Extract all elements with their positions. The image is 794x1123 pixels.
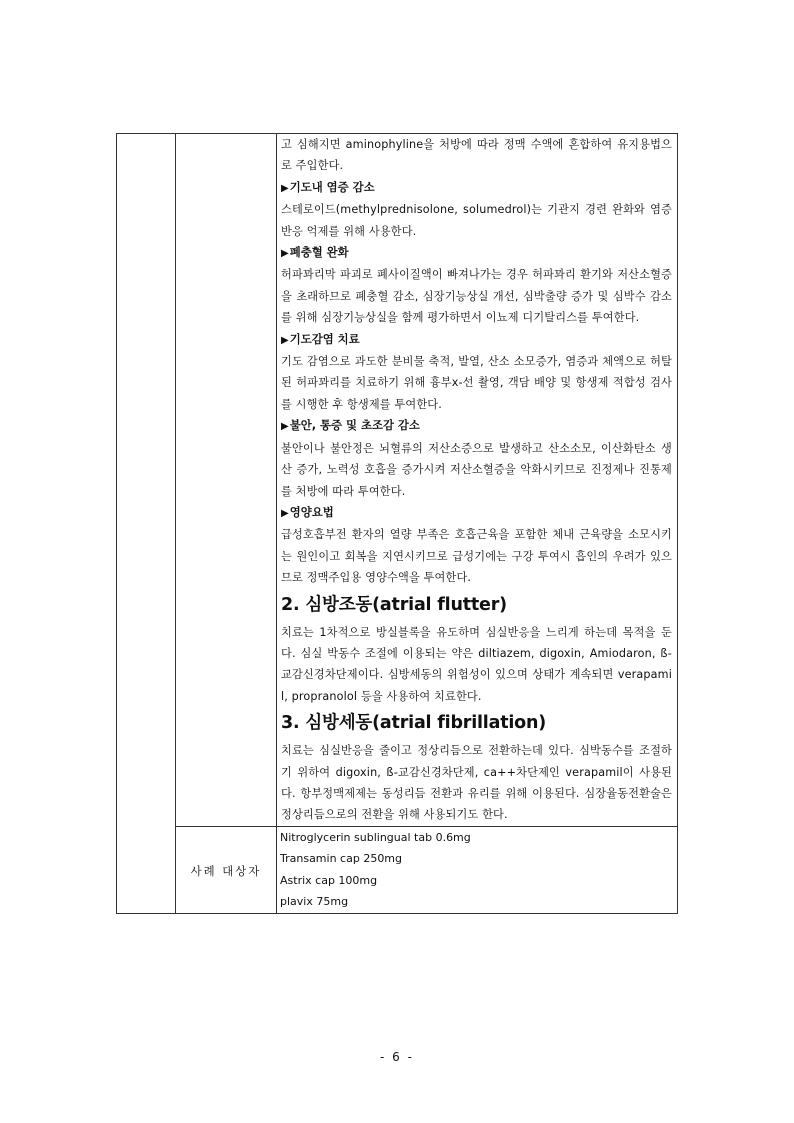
pulmonary-congestion-paragraph: 허파꽈리막 파괴로 폐사이질액이 빠져나가는 경우 허파꽈리 환기와 저산소혈증을 초래하므로 폐충혈 감소, 심장기능상실 개선, 심박출량 증가 및 심박수 감소를 위해 심장기능상실을 함께 평가하면서 이뇨제 디기탈리스를 투여한다.: [281, 268, 672, 325]
case-label-cell: [176, 826, 277, 913]
pulmonary-congestion-heading: ▶폐충혈 완화: [281, 245, 349, 260]
triangle-bullet-icon: ▶: [281, 334, 289, 346]
atrial-flutter-heading: 2. 심방조동(atrial flutter): [281, 594, 507, 615]
atrial-fibrillation-heading: 3. 심방세동(atrial fibrillation): [281, 713, 547, 734]
medication-item: Nitroglycerin sublingual tab 0.6mg: [280, 830, 471, 844]
airway-infection-heading: ▶기도감염 치료: [281, 331, 360, 346]
airway-infection-paragraph: 기도 감염으로 과도한 분비물 축적, 발열, 산소 소모증가, 염증과 체액으로 허탈된 허파꽈리를 치료하기 위해 흉부x-선 촬영, 객담 배양 및 항생제 적합성 검사를 시행한 후 항생제를 투여한다.: [281, 355, 672, 411]
medication-list-cell: [277, 826, 678, 913]
anxiety-paragraph: 불안이나 불안정은 뇌혈류의 저산소증으로 발생하고 산소소모, 이산화탄소 생산 증가, 노력성 호흡을 증가시켜 저산소혈증을 악화시키므로 진정제나 진통제를 처방에 따라 투여한다.: [281, 441, 672, 498]
case-label: 사례 대상자: [190, 864, 262, 879]
triangle-bullet-icon: ▶: [281, 421, 289, 433]
triangle-bullet-icon: ▶: [281, 248, 289, 260]
nutrition-paragraph: 급성호흡부전 환자의 열량 부족은 호흡근육을 포함한 체내 근육량을 소모시키는 원인이고 회복을 지연시키므로 급성기에는 구강 투여시 흡인의 우려가 있으므로 정맥주입용 영양수액을 투여한다.: [281, 528, 672, 585]
content-table: [116, 133, 678, 914]
intro-paragraph: 고 심해지면 aminophyline을 처방에 따라 정맥 수액에 혼합하여 유지용법으로 주입한다.: [281, 138, 672, 173]
medication-item: Transamin cap 250mg: [280, 852, 403, 866]
triangle-bullet-icon: ▶: [281, 507, 289, 519]
empty-left-cell: [117, 134, 176, 914]
atrial-fibrillation-paragraph: 치료는 심실반응을 줄이고 정상리듬으로 전환하는데 있다. 심박동수를 조절하기 위하여 digoxin, ß-교감신경차단제, ca++차단제인 verapamil이 사용된다. 항부정맥제제는 동성리듬 전환과 유리를 위해 이용된다. 심장율동전환술은 정상리듬으로의 전환을 위해 사용되기도 한다.: [281, 744, 672, 822]
page-number: - 6 -: [380, 1050, 414, 1064]
airway-inflammation-paragraph: 스테로이드(methylprednisolone, solumedrol)는 기관지 경련 완화와 염증 반응 억제를 위해 사용한다.: [281, 203, 672, 238]
treatment-row: [117, 134, 678, 827]
atrial-flutter-paragraph: 치료는 1차적으로 방실블록을 유도하며 심실반응을 느리게 하는데 목적을 둔다. 심실 박동수 조절에 이용되는 약은 diltiazem, digoxin, Amiodaron, ß-교감신경차단제이다. 심방세동의 위험성이 있으며 상태가 계속되면 verapamil, propranolol 등을 사용하여 치료한다.: [281, 625, 672, 703]
anxiety-heading: ▶불안, 통증 및 초조감 감소: [281, 418, 420, 433]
nutrition-heading: ▶영양요법: [281, 504, 334, 519]
airway-inflammation-heading: ▶기도내 염증 감소: [281, 179, 375, 194]
triangle-bullet-icon: ▶: [281, 182, 289, 194]
case-row: [117, 826, 678, 913]
medication-item: Astrix cap 100mg: [280, 873, 378, 887]
medication-item: plavix 75mg: [280, 895, 349, 909]
treatment-content-cell: [277, 134, 678, 827]
empty-label-cell: [176, 134, 277, 827]
